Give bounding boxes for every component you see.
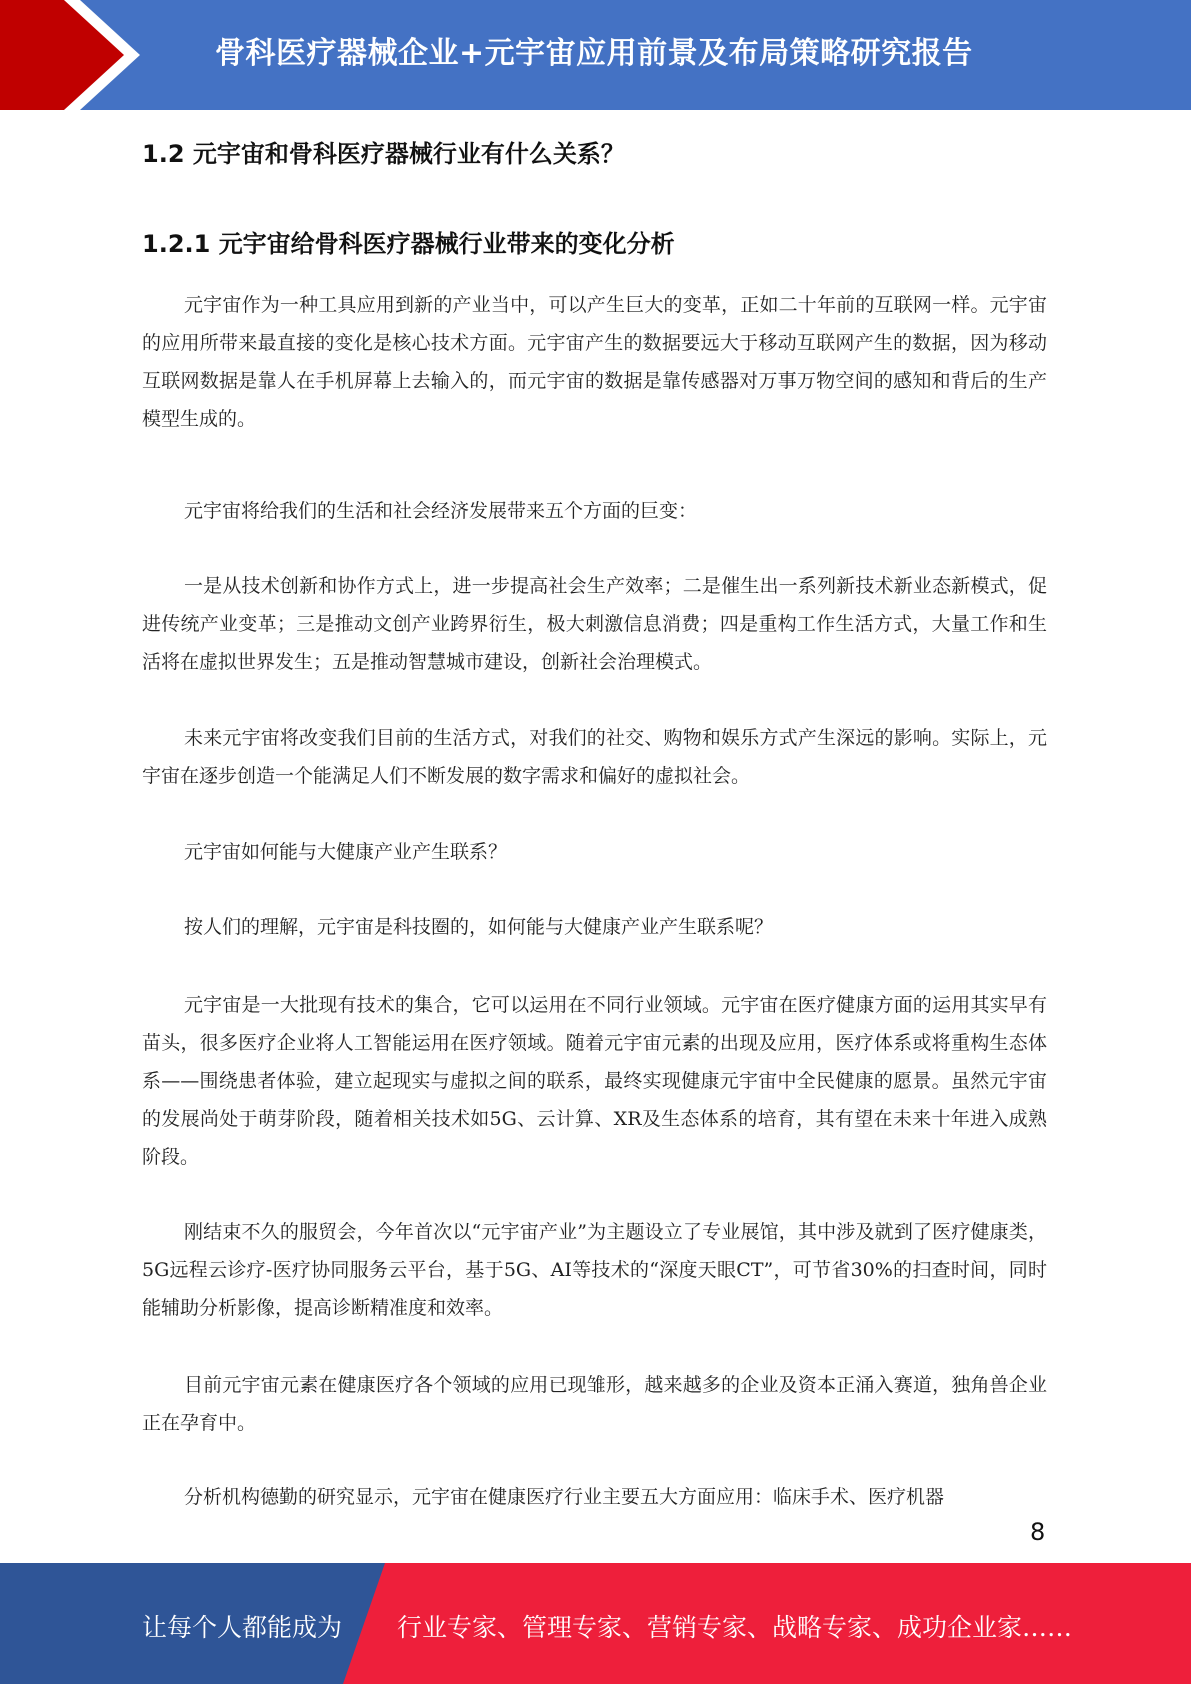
page-number: 8 (1030, 1518, 1046, 1546)
paragraph: 刚结束不久的服贸会，今年首次以“元宇宙产业”为主题设立了专业展馆，其中涉及就到了医疗健康类，5G远程云诊疗-医疗协同服务云平台，基于5G、AI等技术的“深度天眼CT”，可节省30%的扫查时间，同时能辅助分析影像，提高诊断精准度和效率。 (142, 1221, 1047, 1319)
subsection-heading: 1.2.1 元宇宙给骨科医疗器械行业带来的变化分析 (142, 230, 675, 258)
footer-slogan-left: 让每个人都能成为 (142, 1613, 343, 1642)
paragraph: 未来元宇宙将改变我们目前的生活方式，对我们的社交、购物和娱乐方式产生深远的影响。实际上，元宇宙在逐步创造一个能满足人们不断发展的数字需求和偏好的虚拟社会。 (142, 727, 1047, 787)
paragraph: 元宇宙如何能与大健康产业产生联系？ (184, 841, 508, 863)
paragraph: 元宇宙作为一种工具应用到新的产业当中，可以产生巨大的变革，正如二十年前的互联网一样。元宇宙的应用所带来最直接的变化是核心技术方面。元宇宙产生的数据要远大于移动互联网产生的数据，因为移动互联网数据是靠人在手机屏幕上去输入的，而元宇宙的数据是靠传感器对万事万物空间的感知和背后的生产模型生成的。 (142, 294, 1047, 430)
report-footer-band (0, 1563, 1191, 1684)
footer-slogan-right: 行业专家、管理专家、营销专家、战略专家、成功企业家…… (397, 1613, 1073, 1642)
paragraph: 元宇宙将给我们的生活和社会经济发展带来五个方面的巨变： (184, 500, 698, 522)
paragraph: 一是从技术创新和协作方式上，进一步提高社会生产效率；二是催生出一系列新技术新业态新模式，促进传统产业变革；三是推动文创产业跨界衍生，极大刺激信息消费；四是重构工作生活方式，大量工作和生活将在虚拟世界发生；五是推动智慧城市建设，创新社会治理模式。 (142, 575, 1047, 673)
paragraph: 元宇宙是一大批现有技术的集合，它可以运用在不同行业领域。元宇宙在医疗健康方面的运用其实早有苗头，很多医疗企业将人工智能运用在医疗领域。随着元宇宙元素的出现及应用，医疗体系或将重构生态体系——围绕患者体验，建立起现实与虚拟之间的联系，最终实现健康元宇宙中全民健康的愿景。虽然元宇宙的发展尚处于萌芽阶段，随着相关技术如5G、云计算、XR及生态体系的培育，其有望在未来十年进入成熟阶段。 (142, 994, 1047, 1168)
paragraph: 目前元宇宙元素在健康医疗各个领域的应用已现雏形，越来越多的企业及资本正涌入赛道，独角兽企业正在孕育中。 (142, 1374, 1047, 1434)
paragraph: 按人们的理解，元宇宙是科技圈的，如何能与大健康产业产生联系呢？ (184, 916, 774, 938)
section-heading: 1.2 元宇宙和骨科医疗器械行业有什么关系？ (142, 140, 625, 168)
report-title: 骨科医疗器械企业+元宇宙应用前景及布局策略研究报告 (215, 36, 973, 71)
paragraph: 分析机构德勤的研究显示，元宇宙在健康医疗行业主要五大方面应用：临床手术、医疗机器 (184, 1486, 945, 1508)
report-header-band (0, 0, 1191, 110)
header-arrow-decoration (0, 0, 160, 110)
